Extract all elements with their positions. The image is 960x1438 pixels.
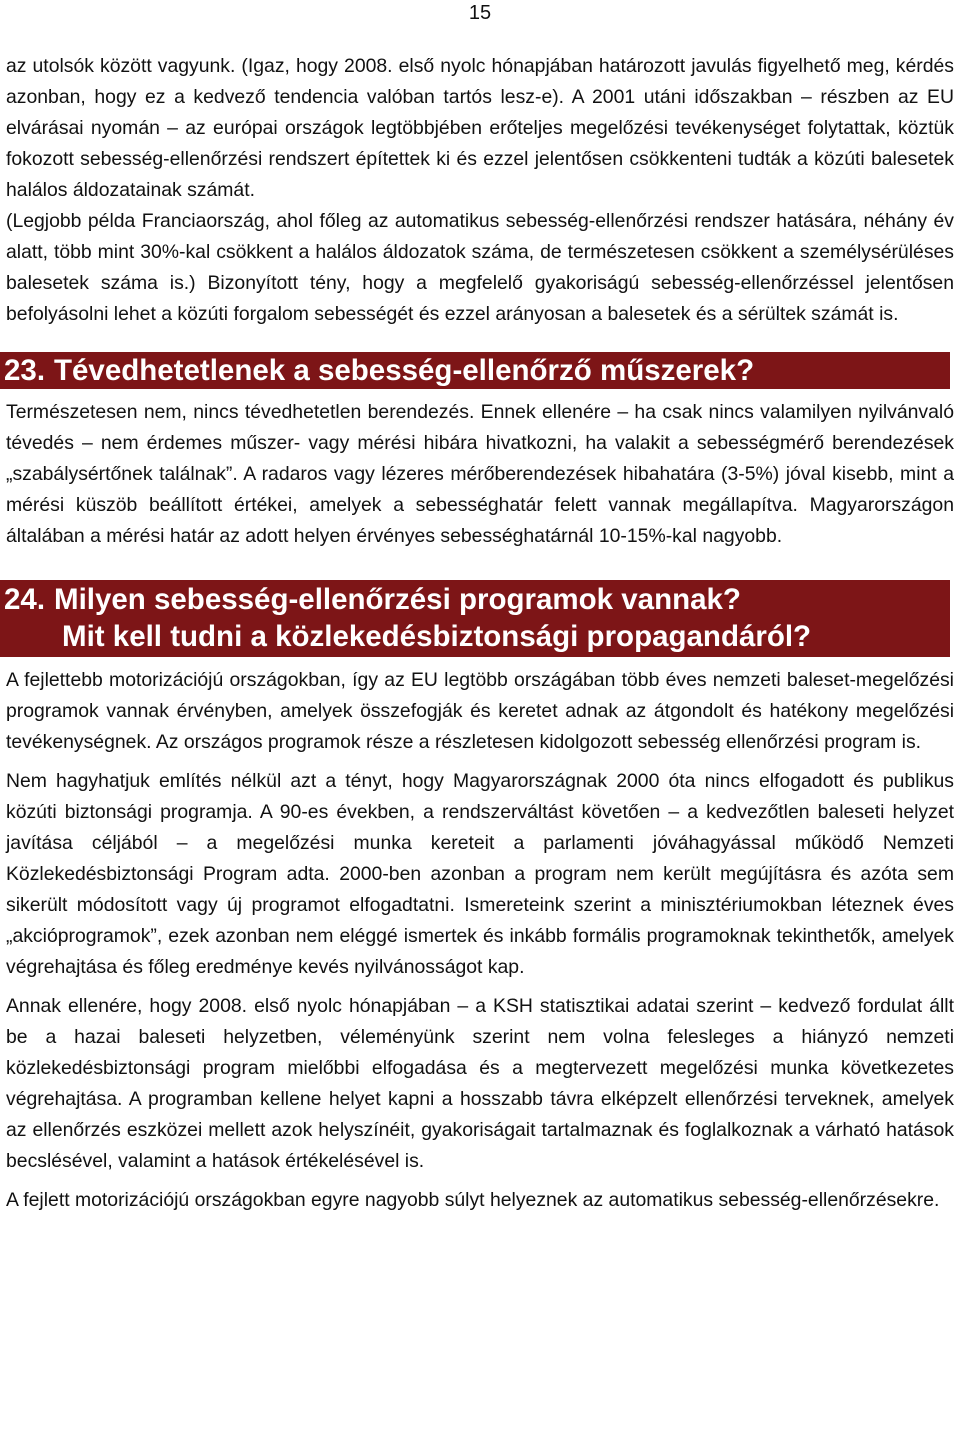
section-23-heading xyxy=(0,352,950,389)
section-24-paragraph-4: A fejlett motorizációjú országokban egyre nagyobb súlyt helyeznek az automatikus sebesség-ellenőrzésekre. xyxy=(6,1189,940,1211)
section-24-paragraph-3: Annak ellenére, hogy 2008. első nyolc hónapjában – a KSH statisztikai adatai szerint – kedvező fordulat állt be a hazai baleseti helyzetben, véleményünk szerint nem volna felesleges a hiányzó nemzeti közlekedésbiztonsági program mielőbbi elfogadása és a megtervezett megelőzési munka következetes végrehajtása. A programban kellene helyet kapni a hosszabb távra elképzelt ellenőrzési terveknek, amelyek az ellenőrzés eszközei mellett azok helyszínéit, gyakoriságait tartalmaznak és foglalkoznak a várható hatások becslésével, valamint a hatások értékelésével is. xyxy=(6,995,954,1172)
section-24-heading xyxy=(0,580,950,657)
section-23-number: 23. xyxy=(4,354,46,387)
document-body xyxy=(6,51,954,1224)
section-24-paragraph-1: A fejlettebb motorizációjú országokban, így az EU legtöbb országában több éves nemzeti baleset-megelőzési programok vannak érvényben, amelyek összefogják és keretet adnak az átgondolt és hatékony megelőzési tevékenységnek. Az országos programok része a részletesen kidolgozott sebesség ellenőrzési program is. xyxy=(6,669,954,753)
page-number: 15 xyxy=(468,2,492,24)
section-23-paragraph-1: Természetesen nem, nincs tévedhetetlen berendezés. Ennek ellenére – ha csak nincs valamilyen nyilvánvaló tévedés – nem érdemes műszer- vagy mérési hibára hivatkozni, ha valakit a sebességmérő berendezések „szabálysértőnek találnak”. A radaros vagy lézeres mérőberendezések hibahatára (3-5%) jóval kisebb, mint a mérési küszöb beállított értékei, amelyek a sebességhatár felett vannak megállapítva. Magyarországon általában a mérési határ az adott helyen érvényes sebességhatárnál 10-15%-kal nagyobb. xyxy=(6,401,954,547)
section-24-number: 24. xyxy=(4,583,46,616)
section-24-title-line-2: Mit kell tudni a közlekedésbiztonsági propagandáról? xyxy=(62,620,812,653)
section-23-title: Tévedhetetlenek a sebesség-ellenőrző műszerek? xyxy=(54,354,755,387)
section-24-paragraph-2: Nem hagyhatjuk említés nélkül azt a tényt, hogy Magyarországnak 2000 óta nincs elfogadott és publikus közúti biztonsági programja. A 90-es években, a rendszerváltást követően – a kedvezőtlen baleseti helyzet javítása céljából – a megelőzési munka kereteit a parlamenti jóváhagyással működő Nemzeti Közlekedésbiztonsági Program adta. 2000-ben azonban a program nem került megújításra és azóta sem sikerült módosított vagy új programot elfogadtatni. Ismereteink szerint a minisztériumokban léteznek éves „akcióprogramok”, ezek azonban nem eléggé ismertek és inkább formális programoknak tekinthetők, amelyek végrehajtása és főleg eredménye kevés nyilvánosságot kap. xyxy=(6,770,954,978)
intro-paragraph-2: (Legjobb példa Franciaország, ahol főleg az automatikus sebesség-ellenőrzési rendszer hatására, néhány év alatt, több mint 30%-kal csökkent a halálos áldozatok száma, de természetesen csökkent a személysérüléses balesetek száma is.) Bizonyított tény, hogy a megfelelő gyakoriságú sebesség-ellenőrzéssel jelentősen befolyásolni lehet a közúti forgalom sebességét és ezzel arányosan a balesetek és a sérültek számát is. xyxy=(6,210,954,325)
intro-paragraph-1: az utolsók között vagyunk. (Igaz, hogy 2008. első nyolc hónapjában határozott javulás figyelhető meg, kérdés azonban, hogy ez a kedvező tendencia valóban tartós lesz-e). A 2001 utáni időszakban – részben az EU elvárásai nyomán – az európai országok legtöbbjében erőteljes megelőzési tevékenységet folytattak, köztük fokozott sebesség-ellenőrzési rendszert építettek ki és ezzel jelentősen csökkenteni tudták a közúti balesetek halálos áldozatainak számát. xyxy=(6,55,954,201)
intro-section xyxy=(6,51,954,330)
section-24-title-line-1: Milyen sebesség-ellenőrzési programok vannak? xyxy=(54,583,741,616)
section-24-heading-line-1 xyxy=(4,581,946,618)
